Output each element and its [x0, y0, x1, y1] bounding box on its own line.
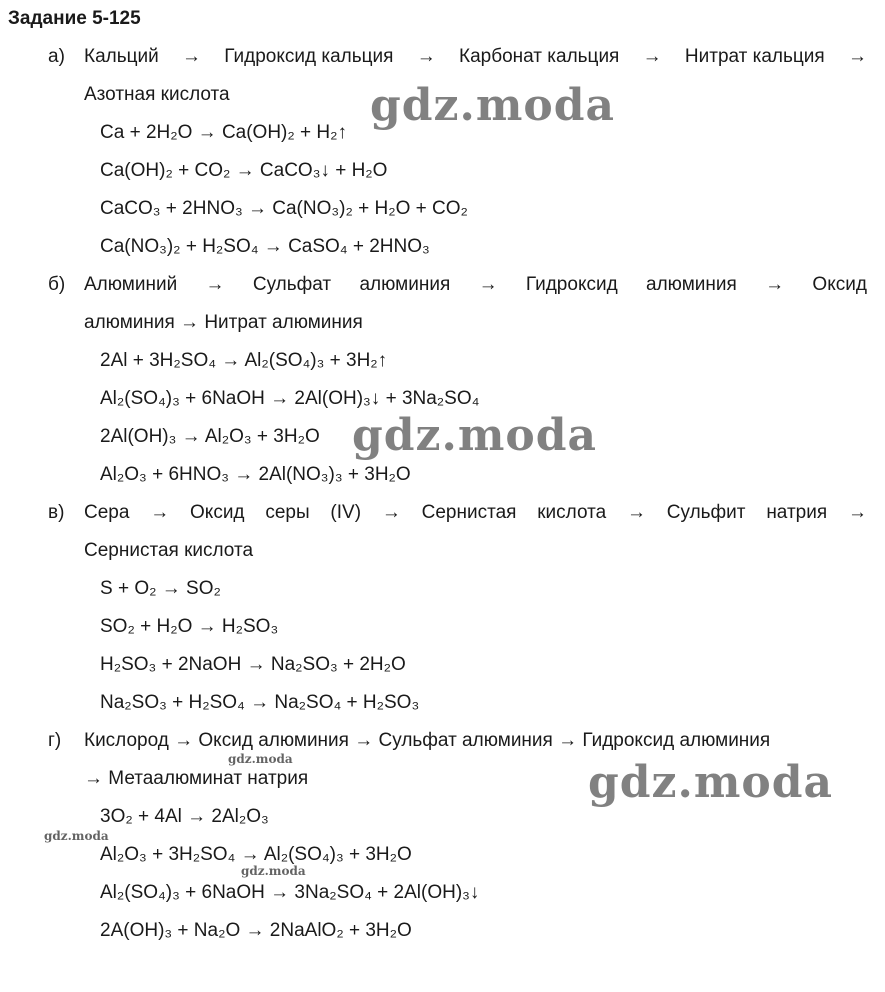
chain-word: Гидроксид кальция: [224, 46, 394, 67]
chain-word: Кальций: [84, 46, 159, 67]
equation: SO₂ + H₂O → H₂SO₃: [100, 616, 279, 637]
chain-word: алюминия: [359, 274, 451, 295]
equation: Al₂(SO₄)₃ + 6NaOH → 2Al(OH)₃↓ + 3Na₂SO₄: [100, 388, 480, 409]
chain-word: →: [848, 46, 867, 67]
chain-word: →: [765, 274, 785, 295]
equation: Ca(NO₃)₂ + H₂SO₄ → CaSO₄ + 2HNO₃: [100, 236, 430, 257]
equation: Ca + 2H₂O → Ca(OH)₂ + H₂↑: [100, 122, 348, 143]
watermark-small: gdz.moda: [228, 752, 293, 766]
part-chain: [0, 46, 885, 105]
task-title: Задание 5-125: [8, 8, 141, 29]
chain-word: Гидроксид: [525, 274, 618, 295]
chain-word: Оксид: [190, 502, 245, 523]
part-letter: в): [48, 502, 65, 523]
equation: Al₂O₃ + 6HNO₃ → 2Al(NO₃)₃ + 3H₂O: [100, 464, 411, 485]
part-letter: а): [48, 46, 65, 67]
chain-word: Сульфит: [666, 502, 746, 523]
chain-line-2: → Метаалюминат натрия: [84, 768, 309, 789]
equation: Ca(OH)₂ + CO₂ → CaCO₃↓ + H₂O: [100, 160, 388, 181]
equation: 2Al + 3H₂SO₄ → Al₂(SO₄)₃ + 3H₂↑: [100, 350, 388, 371]
chain-line-1: [84, 730, 867, 752]
chain-word: кислота: [537, 502, 607, 523]
chain-word: Сернистая: [421, 502, 517, 523]
equation: 2A(OH)₃ + Na₂O → 2NaAlO₂ + 3H₂O: [100, 920, 412, 941]
task-part: [0, 502, 885, 713]
chain-word: Алюминий: [84, 274, 178, 295]
chain-word: Кислород → Оксид алюминия → Сульфат алюминия → Гидроксид алюминия: [84, 730, 771, 751]
chain-word: серы: [265, 502, 310, 523]
equation: Al₂O₃ + 3H₂SO₄ → Al₂(SO₄)₃ + 3H₂O: [100, 844, 412, 865]
chain-word: →: [478, 274, 498, 295]
watermark-small: gdz.moda: [44, 829, 109, 843]
equation: H₂SO₃ + 2NaOH → Na₂SO₃ + 2H₂O: [100, 654, 406, 675]
watermark-logo: gdz.moda: [588, 757, 834, 808]
chain-word: (IV): [330, 502, 362, 523]
chain-line-1: [84, 502, 867, 524]
chain-word: →: [205, 274, 225, 295]
part-chain: [0, 502, 885, 561]
chain-word: →: [150, 502, 170, 523]
chain-word: натрия: [766, 502, 828, 523]
chain-word: Карбонат кальция: [459, 46, 620, 67]
chain-word: Сера: [84, 502, 130, 523]
part-letter: г): [48, 730, 62, 751]
watermark-small: gdz.moda: [241, 864, 306, 878]
equation: 2Al(OH)₃ → Al₂O₃ + 3H₂O: [100, 426, 320, 447]
part-chain: [0, 274, 885, 333]
chain-word: →: [642, 46, 662, 67]
equation: 3O₂ + 4Al → 2Al₂O₃: [100, 806, 269, 827]
equation: Na₂SO₃ + H₂SO₄ → Na₂SO₄ + H₂SO₃: [100, 692, 420, 713]
chain-word: →: [182, 46, 202, 67]
chain-word: алюминия: [646, 274, 737, 295]
chain-line-2: Азотная кислота: [84, 84, 230, 105]
equation: CaCO₃ + 2HNO₃ → Ca(NO₃)₂ + H₂O + CO₂: [100, 198, 468, 219]
chain-word: →: [416, 46, 436, 67]
equation: S + O₂ → SO₂: [100, 578, 221, 599]
chain-line-1: [84, 274, 867, 296]
chain-word: →: [847, 502, 867, 523]
chain-line-1: [84, 46, 867, 68]
chain-word: Оксид: [812, 274, 867, 295]
chain-word: →: [626, 502, 646, 523]
chain-word: →: [381, 502, 401, 523]
watermark-logo: gdz.moda: [370, 80, 616, 131]
chain-word: Сульфат: [252, 274, 332, 295]
equation: Al₂(SO₄)₃ + 6NaOH → 3Na₂SO₄ + 2Al(OH)₃↓: [100, 882, 480, 903]
chain-line-2: Сернистая кислота: [84, 540, 254, 561]
chain-line-2: алюминия → Нитрат алюминия: [84, 312, 363, 333]
watermark-logo: gdz.moda: [352, 410, 598, 461]
chain-word: Нитрат кальция: [684, 46, 825, 67]
part-letter: б): [48, 274, 66, 295]
